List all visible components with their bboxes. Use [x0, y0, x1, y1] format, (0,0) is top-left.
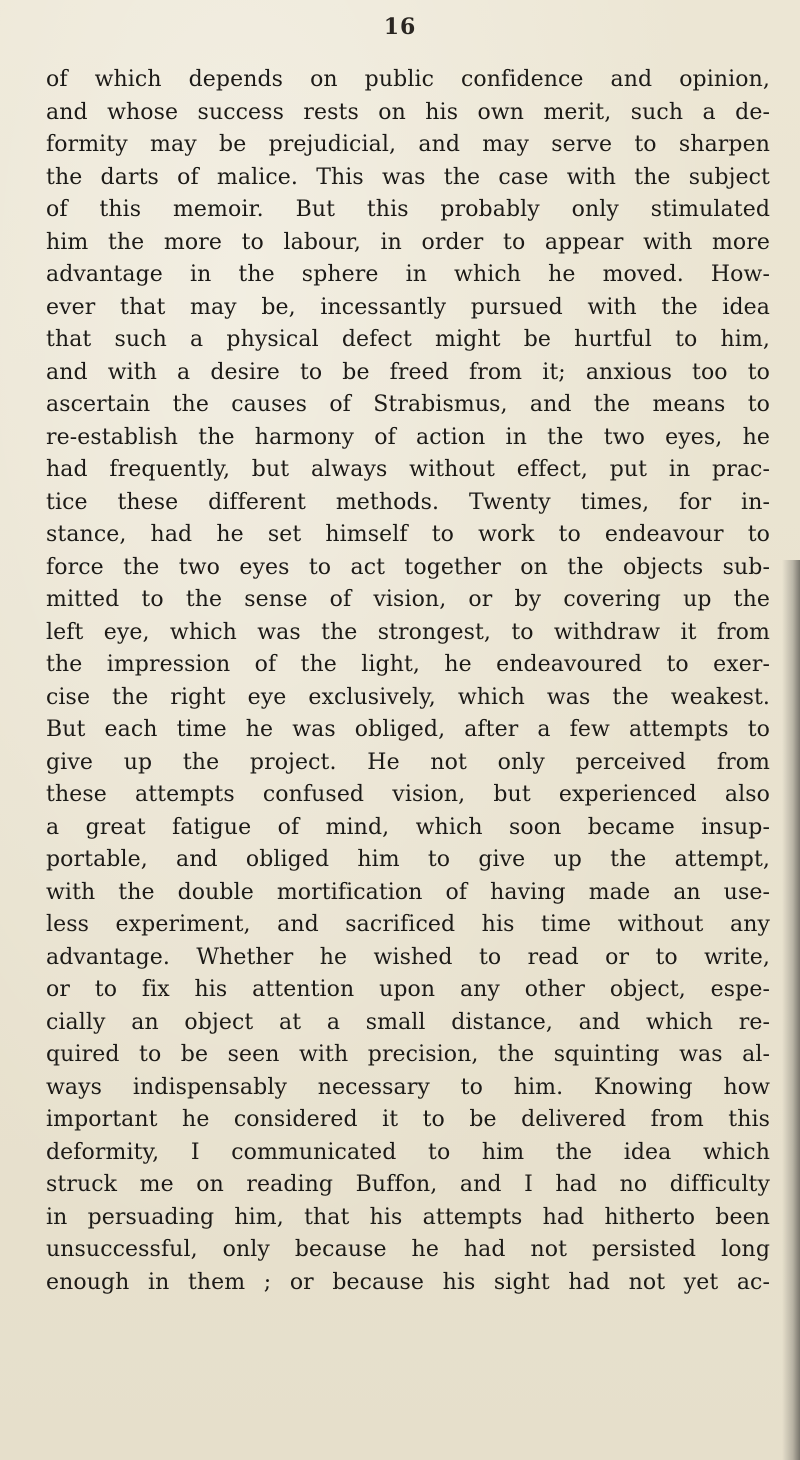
- text-line: unsuccessful, only because he had not persisted long: [46, 1237, 770, 1262]
- page-number: 16: [383, 14, 417, 40]
- text-line: portable, and obliged him to give up the attempt,: [46, 847, 770, 872]
- text-line: had frequently, but always without effect, put in prac-: [46, 457, 770, 482]
- text-line: these attempts confused vision, but experienced also: [46, 782, 770, 807]
- text-line: cise the right eye exclusively, which was the weakest.: [46, 684, 770, 710]
- text-line: a great fatigue of mind, which soon became insup-: [46, 814, 770, 840]
- text-line: advantage. Whether he wished to read or to write,: [46, 944, 770, 970]
- text-line: the impression of the light, he endeavoured to exer-: [46, 652, 770, 677]
- text-line: in persuading him, that his attempts had hitherto been: [46, 1204, 770, 1230]
- text-line: ways indispensably necessary to him. Knowing how: [46, 1074, 770, 1100]
- text-line: ascertain the causes of Strabismus, and the means to: [46, 392, 770, 417]
- text-line: give up the project. He not only perceived from: [46, 749, 770, 775]
- text-line: with the double mortification of having made an use-: [46, 879, 770, 905]
- body-text: [46, 64, 770, 1299]
- page-edge-shadow: [782, 560, 800, 1460]
- text-line: But each time he was obliged, after a few attempts to: [46, 717, 770, 742]
- text-line: formity may be prejudicial, and may serve to sharpen: [46, 132, 770, 157]
- text-line: force the two eyes to act together on the objects sub-: [46, 554, 770, 580]
- text-line: of this memoir. But this probably only stimulated: [46, 197, 770, 222]
- text-line: deformity, I communicated to him the idea which: [46, 1139, 770, 1165]
- text-line: that such a physical defect might be hurtful to him,: [46, 327, 770, 352]
- text-line: enough in them ; or because his sight had not yet ac-: [46, 1269, 770, 1295]
- text-line: left eye, which was the strongest, to withdraw it from: [46, 619, 770, 645]
- text-line: him the more to labour, in order to appear with more: [46, 229, 770, 255]
- text-line: and with a desire to be freed from it; anxious too to: [46, 359, 770, 385]
- text-line: tice these different methods. Twenty times, for in-: [46, 489, 770, 515]
- text-line: important he considered it to be delivered from this: [46, 1107, 770, 1132]
- text-line: the darts of malice. This was the case with the subject: [46, 164, 770, 190]
- text-line: mitted to the sense of vision, or by covering up the: [46, 587, 770, 612]
- text-line: less experiment, and sacrificed his time without any: [46, 912, 770, 937]
- text-line: cially an object at a small distance, and which re-: [46, 1009, 770, 1035]
- text-line: stance, had he set himself to work to endeavour to: [46, 522, 770, 547]
- text-line: and whose success rests on his own merit, such a de-: [46, 99, 770, 125]
- text-line: struck me on reading Buffon, and I had no difficulty: [46, 1172, 770, 1197]
- text-line: re-establish the harmony of action in the two eyes, he: [46, 424, 770, 450]
- text-line: quired to be seen with precision, the squinting was al-: [46, 1042, 770, 1067]
- text-line: ever that may be, incessantly pursued with the idea: [46, 294, 770, 320]
- text-line: advantage in the sphere in which he moved. How-: [46, 262, 770, 287]
- text-line: of which depends on public confidence and opinion,: [46, 67, 770, 92]
- text-line: or to fix his attention upon any other object, espe-: [46, 977, 770, 1002]
